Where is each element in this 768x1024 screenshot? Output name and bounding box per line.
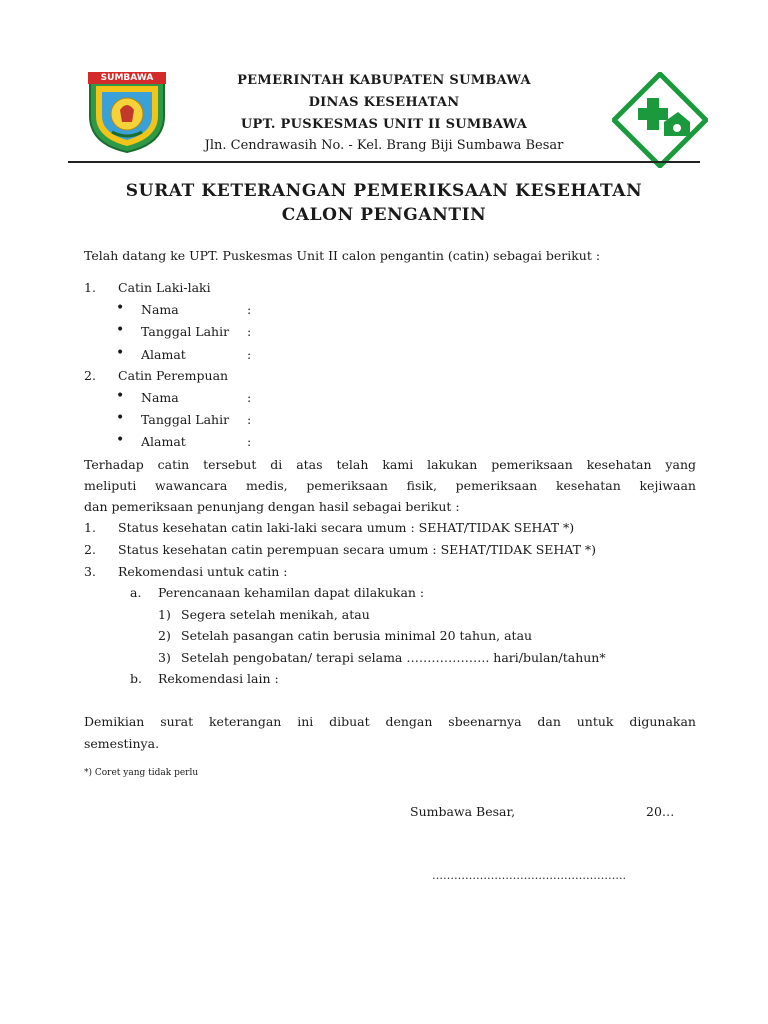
sub-text: Setelah pengobatan/ terapi selama ……………….. hari/bulan/tahun* [181,650,606,665]
bullet-icon: • [116,432,125,448]
field-label: Nama [141,390,179,405]
header-address: Jln. Cendrawasih No. - Kel. Brang Biji Sumbawa Besar [204,138,564,153]
field-label: Tanggal Lahir [141,324,230,339]
field-label: Alamat [141,434,186,449]
result-text: Status kesehatan catin perempuan secara umum : SEHAT/TIDAK SEHAT *) [118,542,597,557]
bullet-icon: • [116,345,125,361]
result-text: Rekomendasi untuk catin : [118,564,288,579]
sub-text: Setelah pasangan catin berusia minimal 20 tahun, atau [181,628,533,643]
sub-number: 1) [158,607,171,622]
group-label: Catin Perempuan [118,368,229,383]
recommendation-text: Perencanaan kehamilan dapat dilakukan : [158,585,425,600]
sub-text: Segera setelah menikah, atau [181,607,370,622]
field-label: Alamat [141,347,186,362]
bullet-icon: • [116,410,125,426]
recommendation-label: a. [130,585,142,600]
field-colon: : [247,412,252,427]
result-number: 2. [84,542,96,557]
field-label: Tanggal Lahir [141,412,230,427]
header-unit: UPT. PUSKESMAS UNIT II SUMBAWA [240,117,528,132]
paragraph-line: Terhadap catin tersebut di atas telah kami lakukan pemeriksaan kesehatan yang [84,457,696,472]
header-government: PEMERINTAH KABUPATEN SUMBAWA [237,73,531,88]
closing-line: semestinya. [84,736,160,751]
bullet-icon: • [116,388,125,404]
recommendation-label: b. [130,671,142,686]
result-number: 1. [84,520,96,535]
paragraph-line: meliputi wawancara medis, pemeriksaan fisik, pemeriksaan kesehatan kejiwaan [84,478,696,493]
document-title-line2: CALON PENGANTIN [281,205,487,225]
signature-place: Sumbawa Besar, [410,804,516,819]
group-number: 1. [84,280,96,295]
footnote: *) Coret yang tidak perlu [84,768,199,778]
field-colon: : [247,302,252,317]
field-colon: : [247,390,252,405]
intro-text: Telah datang ke UPT. Puskesmas Unit II calon pengantin (catin) sebagai berikut : [84,248,601,263]
header-divider [68,161,700,163]
bullet-icon: • [116,300,125,316]
recommendation-text: Rekomendasi lain : [158,671,279,686]
result-number: 3. [84,564,96,579]
field-label: Nama [141,302,179,317]
result-text: Status kesehatan catin laki-laki secara umum : SEHAT/TIDAK SEHAT *) [118,520,575,535]
sub-number: 3) [158,650,171,665]
bullet-icon: • [116,322,125,338]
header-department: DINAS KESEHATAN [308,95,460,110]
field-colon: : [247,347,252,362]
logo-banner-text: SUMBAWA [100,73,154,83]
signature-year: 20… [646,804,675,819]
field-colon: : [247,324,252,339]
paragraph-line: dan pemeriksaan penunjang dengan hasil sebagai berikut : [84,499,460,514]
closing-line: Demikian surat keterangan ini dibuat dengan sbeenarnya dan untuk digunakan [84,714,696,729]
group-label: Catin Laki-laki [118,280,211,295]
field-colon: : [247,434,252,449]
signature-line: …………………………………………….. [432,869,626,882]
sub-number: 2) [158,628,171,643]
document-title-line1: SURAT KETERANGAN PEMERIKSAAN KESEHATAN [125,181,643,201]
group-number: 2. [84,368,96,383]
